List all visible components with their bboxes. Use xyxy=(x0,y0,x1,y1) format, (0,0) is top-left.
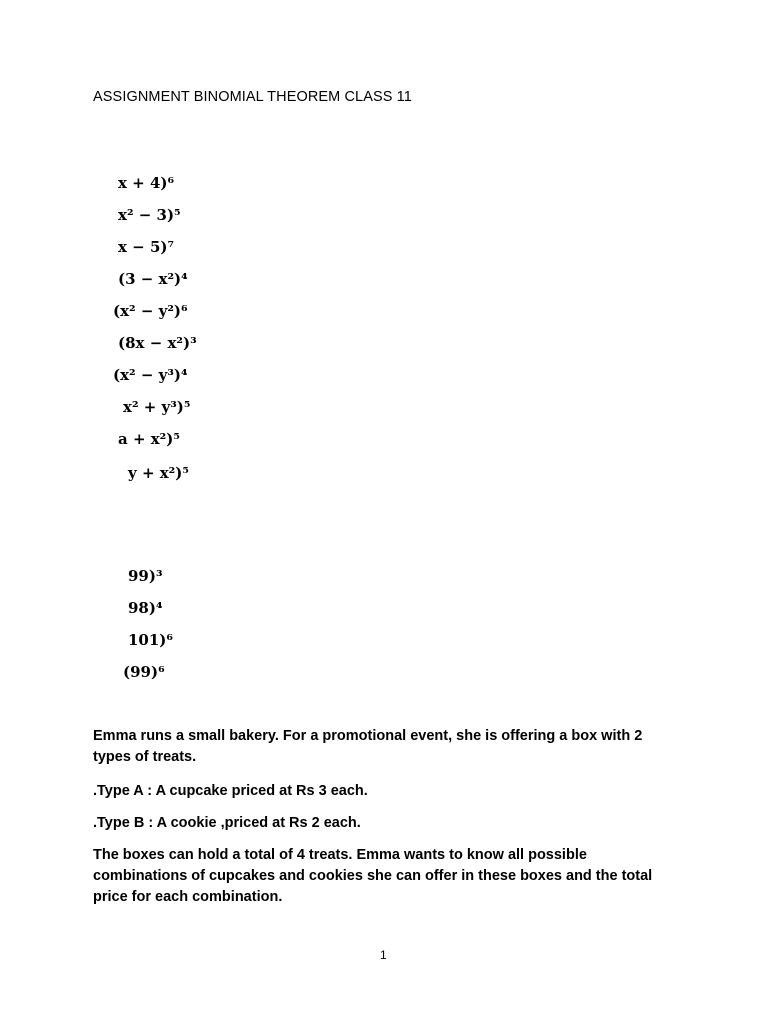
expression-item: 98)⁴ xyxy=(128,599,163,617)
expression-item: x − 5)⁷ xyxy=(118,238,175,256)
expression-item: y + x²)⁵ xyxy=(128,464,189,482)
problem-question: The boxes can hold a total of 4 treats. Emma wants to know all possible combinations of cupcakes and cookies she can offer in these boxes and the total price for each combination. xyxy=(93,847,653,905)
page-number: 1 xyxy=(380,948,387,962)
problem-type-a: .Type A : A cupcake priced at Rs 3 each. xyxy=(93,783,368,799)
expression-item: (x² − y³)⁴ xyxy=(113,366,188,384)
problem-type-b: .Type B : A cookie ,priced at Rs 2 each. xyxy=(93,815,361,831)
expression-item: a + x²)⁵ xyxy=(118,430,180,448)
expression-item: (x² − y²)⁶ xyxy=(113,302,188,320)
assignment-title: ASSIGNMENT BINOMIAL THEOREM CLASS 11 xyxy=(93,89,412,105)
expression-item: x² − 3)⁵ xyxy=(118,206,181,224)
expression-item: 101)⁶ xyxy=(128,631,173,649)
expression-item: 99)³ xyxy=(128,567,163,585)
expression-item: (3 − x²)⁴ xyxy=(118,270,188,288)
expression-item: x² + y³)⁵ xyxy=(123,398,191,416)
expression-item: x + 4)⁶ xyxy=(118,174,175,192)
problem-intro: Emma runs a small bakery. For a promotional event, she is offering a box with 2 types of treats. xyxy=(93,728,643,765)
expression-item: (8x − x²)³ xyxy=(118,334,197,352)
expression-item: (99)⁶ xyxy=(123,663,165,681)
